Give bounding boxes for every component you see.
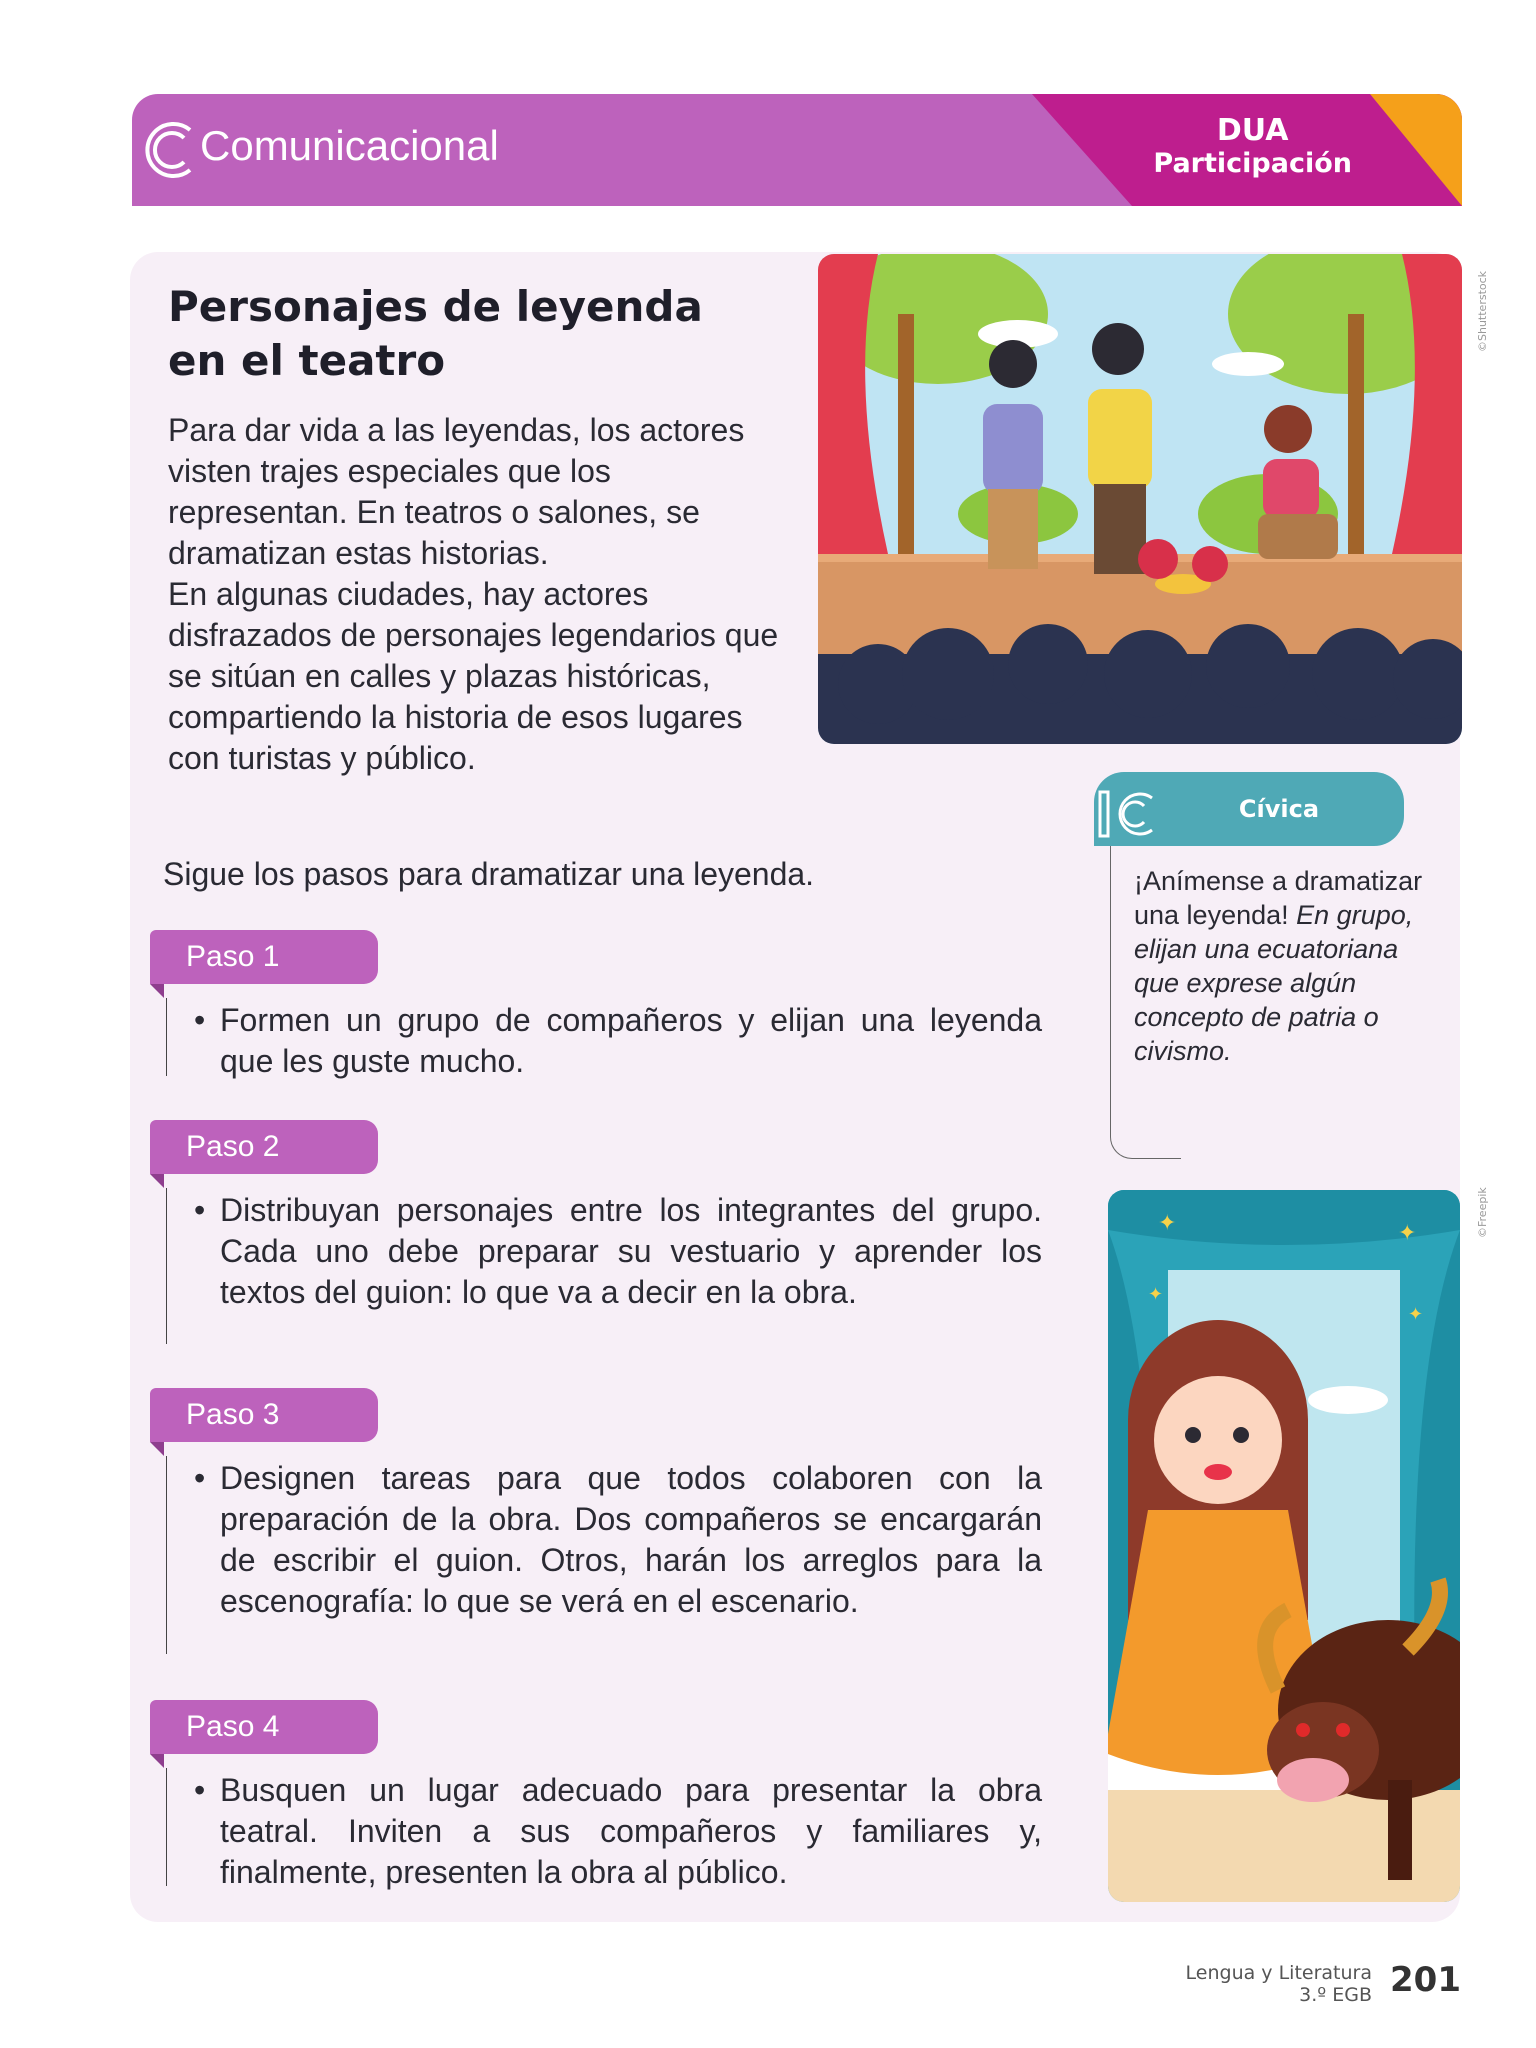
step-4-line [166,1768,167,1886]
bullet-icon: • [194,1002,206,1038]
footer-grade: 3.º EGB [1299,1984,1372,2006]
step-3-line [166,1456,167,1654]
dua-title: DUA [1216,113,1289,148]
intro-paragraph-2: En algunas ciudades, hay actores disfrazados de personajes legendarios que se sitúan en calles y plazas históricas, compartiendo la historia de esos lugares con turistas y público. [168,576,779,776]
step-2-tab: Paso 2 [150,1120,378,1174]
section-header [132,94,1462,206]
civica-tab: Cívica [1094,772,1404,846]
girl-bull-illustration [1108,1190,1460,1902]
step-3-text: • Designen tareas para que todos colaboren con la preparación de la obra. Dos compañeros se encargarán de escribir el guion. Otros, harán los arreglos para la escenografía: lo que se verá en el escenario. [194,1460,1042,1619]
civica-text-italic: En grupo, elijan una ecuatoriana que exprese algún concepto de patria o civismo. [1134,900,1414,1066]
page-number: 201 [1390,1960,1461,2000]
title-line-1: Personajes de leyenda [168,282,703,331]
title-line-2: en el teatro [168,336,446,385]
step-1-tab: Paso 1 [150,930,378,984]
footer-subject [1186,1962,1372,2006]
dua-subtitle: Participación [1153,148,1352,179]
bullet-icon: • [194,1772,206,1808]
step-3-tab: Paso 3 [150,1388,378,1442]
section-title: Comunicacional [200,122,499,169]
dua-label [1153,114,1352,180]
image-credit-1: ©Shutterstock [1476,270,1489,352]
intro-text [168,410,788,779]
comunicacional-c-icon [134,116,202,184]
step-2-text: • Distribuyan personajes entre los integrantes del grupo. Cada uno debe preparar su vestuario y aprender los textos del guion: lo que va a decir en la obra. [194,1192,1042,1310]
footer-subject-name: Lengua y Literatura [1185,1962,1372,1984]
page-title [168,280,703,388]
svg-text:✦: ✦ [1158,1211,1177,1236]
svg-text:✦: ✦ [1408,1304,1424,1325]
svg-text:✦: ✦ [1398,1221,1417,1246]
bullet-icon: • [194,1192,206,1228]
intro-paragraph-1: Para dar vida a las leyendas, los actores visten trajes especiales que los representan. En teatros o salones, se dramatizan estas historias. [168,412,745,571]
civica-ic-icon [1094,786,1158,842]
step-2-line [166,1188,167,1344]
svg-text:✦: ✦ [1148,1284,1164,1305]
civica-text-normal: ¡Anímense a dramatizar una leyenda! [1134,866,1423,930]
civica-text [1134,864,1434,1068]
step-1-text: • Formen un grupo de compañeros y elijan una leyenda que les guste mucho. [194,1002,1042,1079]
image-credit-2: ©Freepik [1476,1187,1489,1238]
theater-illustration [818,254,1462,744]
step-1-line [166,998,167,1076]
bullet-icon: • [194,1460,206,1496]
step-4-tab: Paso 4 [150,1700,378,1754]
step-4-text: • Busquen un lugar adecuado para presentar la obra teatral. Inviten a sus compañeros y familiares y, finalmente, presenten la obra al público. [194,1772,1042,1890]
instruction-text: Sigue los pasos para dramatizar una leyenda. [163,856,815,892]
